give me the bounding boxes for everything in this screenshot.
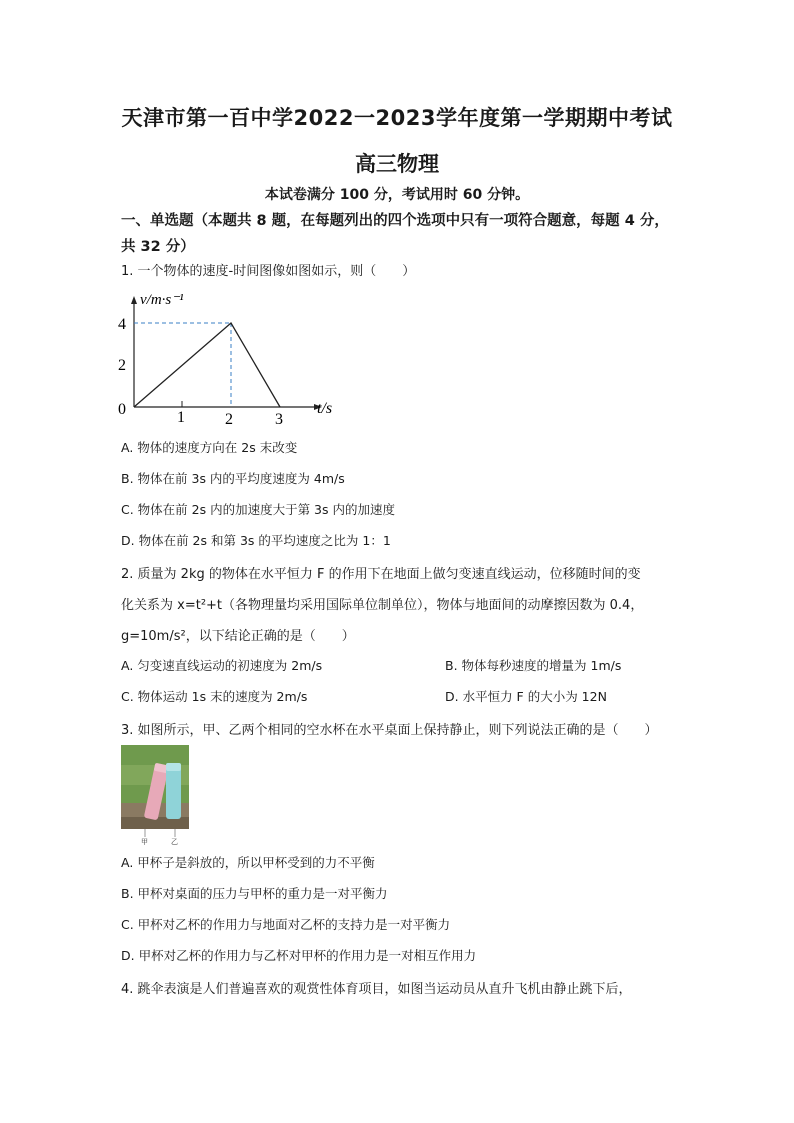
q3-option-b: B. 甲杯对桌面的压力与甲杯的重力是一对平衡力 [121,886,388,901]
section-heading: 一、单选题（本题共 8 题，在每题列出的四个选项中只有一项符合题意，每题 4 分，共 32 分） [121,213,669,255]
q2-option-b: B. 物体每秒速度的增量为 1m/s [445,658,622,673]
q3-option-d: D. 甲杯对乙杯的作用力与乙杯对甲杯的作用力是一对相互作用力 [121,948,477,963]
label-jia: 甲 [141,838,148,845]
exam-subject: 高三物理 [355,152,439,176]
x-tick-label: 2 [225,411,233,428]
x-axis-label: t/s [317,400,333,417]
origin-label: 0 [118,401,126,418]
x-tick-label: 3 [275,411,283,428]
q2-stem-line1: 2. 质量为 2kg 的物体在水平恒力 F 的作用下在地面上做匀变速直线运动，位移随时间的变 [121,567,641,582]
q2-stem-line2: 化关系为 x=t²+t（各物理量均采用国际单位制单位），物体与地面间的动摩擦因数为 0.4， [121,598,644,613]
q2-option-c: C. 物体运动 1s 末的速度为 2m/s [121,689,308,704]
velocity-line [134,323,280,407]
q2-option-a: A. 匀变速直线运动的初速度为 2m/s [121,658,323,673]
q1-stem: 1. 一个物体的速度-时间图像如图如示，则（ ） [121,264,416,279]
q1-option-a: A. 物体的速度方向在 2s 末改变 [121,440,298,455]
q1-option-d: D. 物体在前 2s 和第 3s 的平均速度之比为 1：1 [121,533,391,548]
y-axis-label: v/m·s⁻¹ [140,292,184,308]
label-yi: 乙 [171,838,178,845]
q2-option-d: D. 水平恒力 F 的大小为 12N [445,689,607,704]
y-tick-label: 4 [118,316,126,333]
blue-cup [166,763,181,819]
q4-stem: 4. 跳伞表演是人们普遍喜欢的观赏性体育项目，如图当运动员从直升飞机由静止跳下后， [121,982,632,997]
q3-option-c: C. 甲杯对乙杯的作用力与地面对乙杯的支持力是一对平衡力 [121,917,451,932]
exam-title: 天津市第一百中学2022一2023学年度第一学期期中考试 [121,106,673,130]
q3-stem: 3. 如图所示，甲、乙两个相同的空水杯在水平桌面上保持静止，则下列说法正确的是（ ） [121,723,658,738]
velocity-time-graph [112,292,352,432]
x-tick-label: 1 [177,409,185,426]
exam-note: 本试卷满分 100 分，考试用时 60 分钟。 [264,187,530,203]
q3-option-a: A. 甲杯子是斜放的，所以甲杯受到的力不平衡 [121,855,375,870]
cups-photo [121,745,189,845]
q1-option-b: B. 物体在前 3s 内的平均度速度为 4m/s [121,471,345,486]
q1-option-c: C. 物体在前 2s 内的加速度大于第 3s 内的加速度 [121,502,395,517]
y-tick-label: 2 [118,357,126,374]
v-axis-arrow [131,296,137,304]
q2-stem-line3: g=10m/s²，以下结论正确的是（ ） [121,629,355,644]
